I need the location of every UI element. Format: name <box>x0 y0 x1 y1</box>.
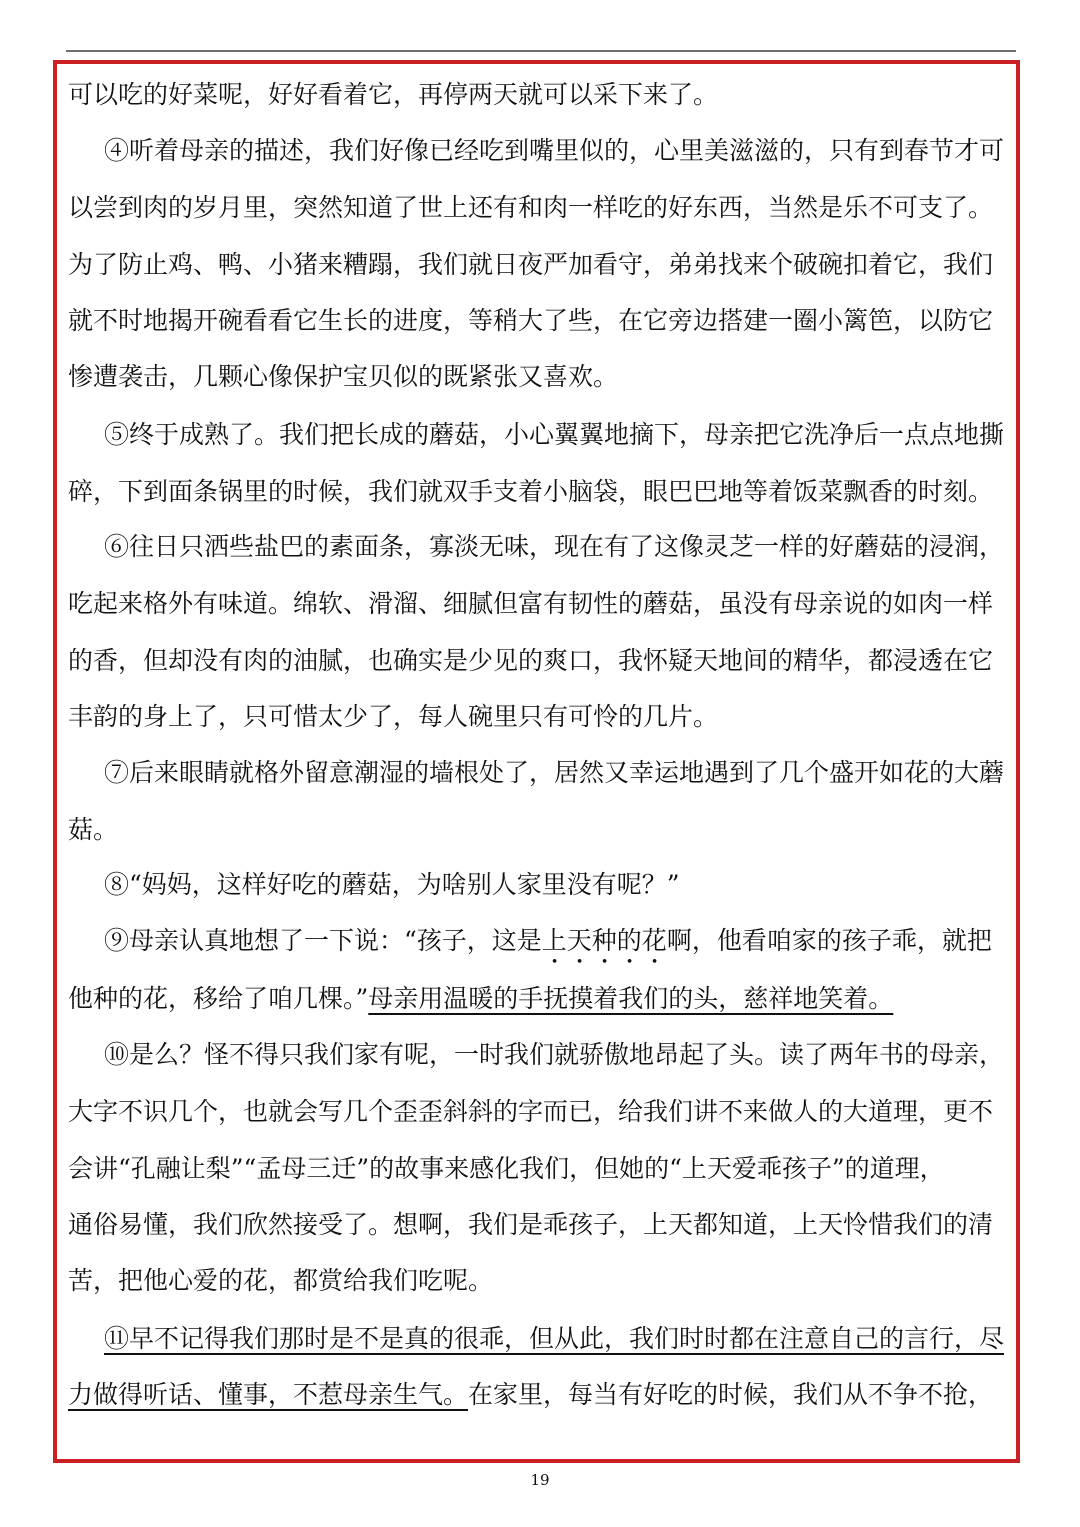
paragraph-11-line-1: ⑪早不记得我们那时是不是真的很乖，但从此，我们时时都在注意自己的言行，尽 <box>104 1324 1005 1353</box>
underlined-sentence-1: 母亲用温暖的手抚摸着我们的头，慈祥地笑着。 <box>368 984 894 1013</box>
paragraph-10-line-1: ⑩是么？怪不得只我们家有呢，一时我们就骄傲地昂起了头。读了两年书的母亲， <box>104 1040 1005 1069</box>
paragraph-7-line-2: 菇。 <box>68 815 119 844</box>
paragraph-5-line-2: 碎，下到面条锅里的时候，我们就双手支着小脑袋，眼巴巴地等着饭菜飘香的时刻。 <box>68 477 994 506</box>
paragraph-10-line-5: 苦，把他心爱的花，都赏给我们吃呢。 <box>68 1266 494 1295</box>
paragraph-11-line-2 <box>68 1378 993 1412</box>
paragraph-4-line-1: ④听着母亲的描述，我们好像已经吃到嘴里似的，心里美滋滋的，只有到春节才可 <box>104 136 1005 165</box>
paragraph-3-line-1: 可以吃的好菜呢，好好看着它，再停两天就可以采下来了。 <box>68 80 719 109</box>
paragraph-6-line-1: ⑥往日只洒些盐巴的素面条，寡淡无味，现在有了这像灵芝一样的好蘑菇的浸润， <box>104 532 1005 561</box>
paragraph-10-line-4: 通俗易懂，我们欣然接受了。想啊，我们是乖孩子，上天都知道，上天怜惜我们的清 <box>68 1210 994 1239</box>
paragraph-5-line-1: ⑤终于成熟了。我们把长成的蘑菇，小心翼翼地摘下，母亲把它洗净后一点点地撕 <box>104 420 1005 449</box>
paragraph-4-line-3: 为了防止鸡、鸭、小猪来糟蹋，我们就日夜严加看守，弟弟找来个破碗扣着它，我们 <box>68 250 994 279</box>
header-rule <box>66 50 1016 52</box>
underlined-sentence-2: 力做得听话、懂事，不惹母亲生气。 <box>68 1380 469 1409</box>
paragraph-4-line-2: 以尝到肉的岁月里，突然知道了世上还有和肉一样吃的好东西，当然是乐不可支了。 <box>68 193 994 222</box>
paragraph-9-line-2-start: 他种的花，移给了咱几棵。” <box>68 984 369 1013</box>
paragraph-9-line-1 <box>104 924 992 958</box>
paragraph-4-line-4: 就不时地揭开碗看看它生长的进度，等稍大了些，在它旁边搭建一圈小篱笆，以防它 <box>68 306 994 335</box>
paragraph-8-line-1: ⑧“妈妈，这样好吃的蘑菇，为啥别人家里没有呢？” <box>104 870 680 899</box>
paragraph-6-line-2: 吃起来格外有味道。绵软、滑溜、细腻但富有韧性的蘑菇，虽没有母亲说的如肉一样 <box>68 589 994 618</box>
paragraph-9-line-1-end: 啊，他看咱家的孩子乖，就把 <box>666 926 992 955</box>
paragraph-4-line-5: 惨遭袭击，几颗心像保护宝贝似的既紧张又喜欢。 <box>68 362 619 391</box>
paragraph-9-line-2 <box>68 982 893 1016</box>
paragraph-7-line-1: ⑦后来眼睛就格外留意潮湿的墙根处了，居然又幸运地遇到了几个盛开如花的大蘑 <box>104 758 1005 787</box>
paragraph-11-line-2-end: 在家里，每当有好吃的时候，我们从不争不抢， <box>468 1380 994 1409</box>
paragraph-10-line-3: 会讲“孔融让梨”“孟母三迁”的故事来感化我们，但她的“上天爱乖孩子”的道理， <box>68 1154 945 1183</box>
paragraph-9-line-1-start: ⑨母亲认真地想了一下说：“孩子，这是 <box>104 926 542 955</box>
page-number: 19 <box>530 1471 550 1489</box>
paragraph-6-line-3: 的香，但却没有肉的油腻，也确实是少见的爽口，我怀疑天地间的精华，都浸透在它 <box>68 646 994 675</box>
emphasized-phrase: 上天种的花 <box>541 926 667 955</box>
paragraph-10-line-2: 大字不识几个，也就会写几个歪歪斜斜的字而已，给我们讲不来做人的大道理，更不 <box>68 1097 994 1126</box>
paragraph-6-line-4: 丰韵的身上了，只可惜太少了，每人碗里只有可怜的几片。 <box>68 702 719 731</box>
